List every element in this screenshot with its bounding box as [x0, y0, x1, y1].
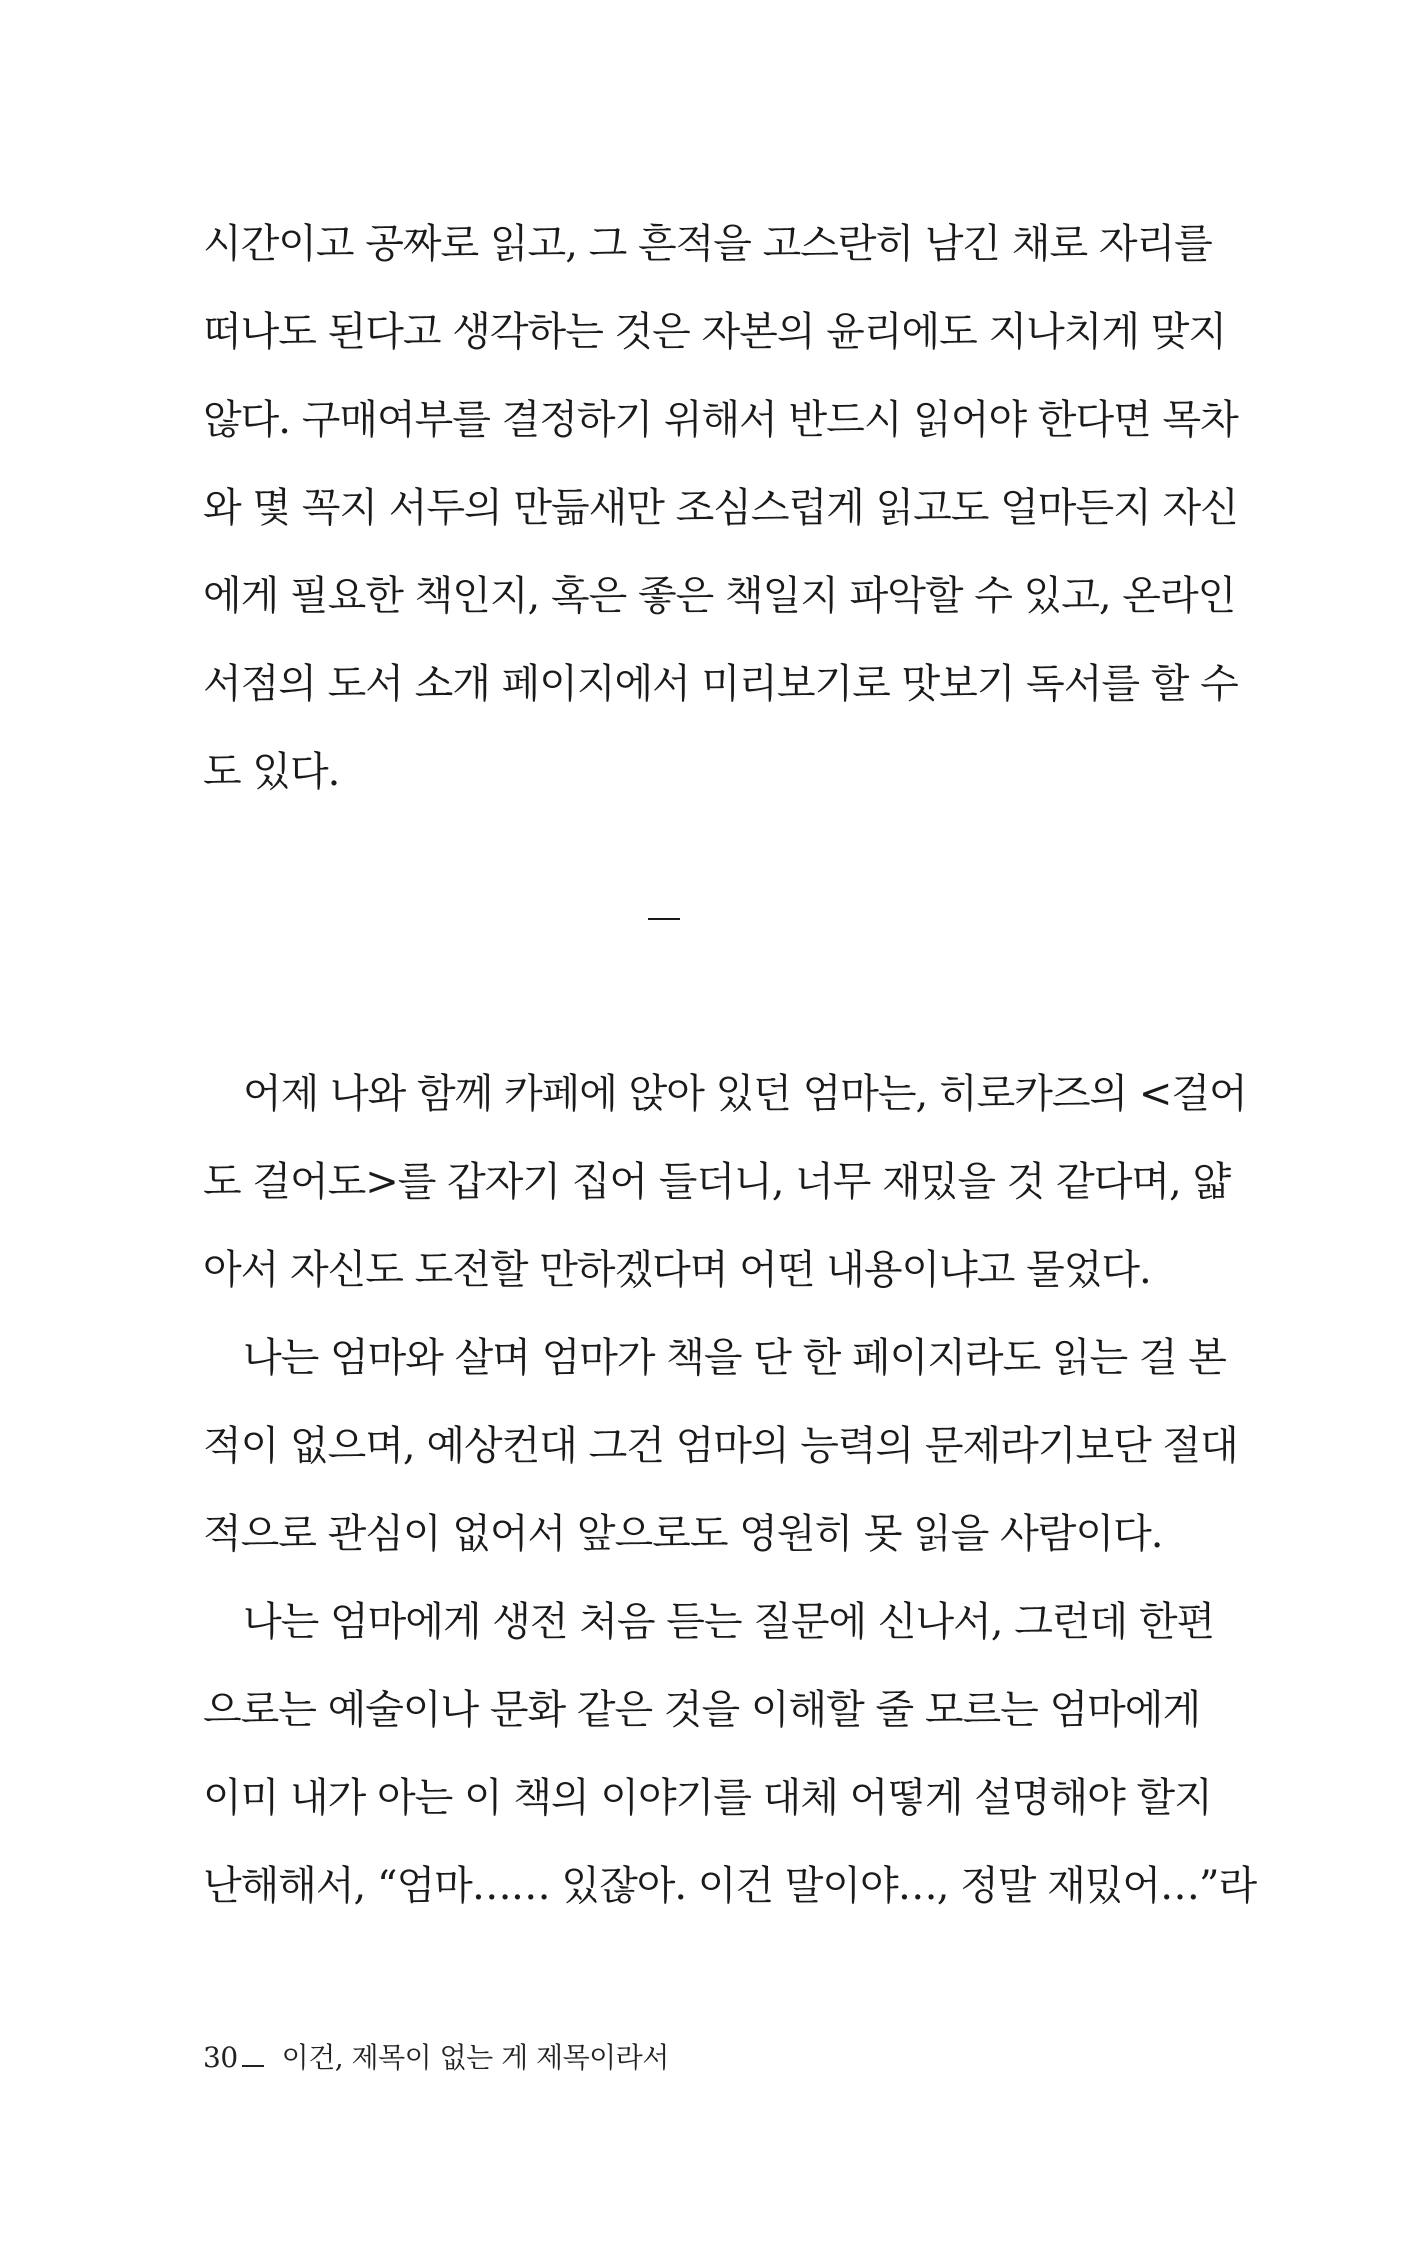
paragraphs-2-4	[203, 1050, 1257, 1930]
text-line: 아서 자신도 도전할 만하겠다며 어떤 내용이냐고 물었다.	[203, 1247, 1151, 1293]
text-line: 않다. 구매여부를 결정하기 위해서 반드시 읽어야 한다면 목차	[203, 397, 1238, 443]
text-line: 떠나도 된다고 생각하는 것은 자본의 윤리에도 지나치게 맞지	[203, 309, 1227, 355]
text-line: 시간이고 공짜로 읽고, 그 흔적을 고스란히 남긴 채로 자리를	[203, 221, 1212, 267]
text-line: 이미 내가 아는 이 책의 이야기를 대체 어떻게 설명해야 할지	[203, 1775, 1212, 1821]
running-title: 이건, 제목이 없는 게 제목이라서	[281, 2041, 669, 2074]
section-break-dash	[648, 918, 680, 920]
text-line: 적으로 관심이 없어서 앞으로도 영원히 못 읽을 사람이다.	[203, 1511, 1163, 1557]
page-footer	[203, 2038, 669, 2078]
text-line: 난해해서, “엄마…… 있잖아. 이건 말이야…, 정말 재밌어…”라	[203, 1863, 1257, 1909]
page-number: 30	[203, 2041, 238, 2074]
text-line: 서점의 도서 소개 페이지에서 미리보기로 맛보기 독서를 할 수	[203, 661, 1238, 707]
text-line: 도 걸어도>를 갑자기 집어 들더니, 너무 재밌을 것 같다며, 얇	[203, 1159, 1231, 1205]
text-line: 나는 엄마에게 생전 처음 듣는 질문에 신나서, 그런데 한편	[243, 1599, 1215, 1645]
text-line: 도 있다.	[203, 749, 340, 795]
text-line: 어제 나와 함께 카페에 앉아 있던 엄마는, 히로카즈의 <걸어	[243, 1071, 1247, 1117]
text-line: 와 몇 꼭지 서두의 만듦새만 조심스럽게 읽고도 얼마든지 자신	[203, 485, 1238, 531]
paragraph-1	[203, 200, 1238, 816]
page-number-underscore	[242, 2045, 264, 2067]
text-line: 에게 필요한 책인지, 혹은 좋은 책일지 파악할 수 있고, 온라인	[203, 573, 1236, 619]
text-line: 나는 엄마와 살며 엄마가 책을 단 한 페이지라도 읽는 걸 본	[243, 1335, 1226, 1381]
text-line: 적이 없으며, 예상컨대 그건 엄마의 능력의 문제라기보단 절대	[203, 1423, 1238, 1469]
text-line: 으로는 예술이나 문화 같은 것을 이해할 줄 모르는 엄마에게	[203, 1687, 1201, 1733]
